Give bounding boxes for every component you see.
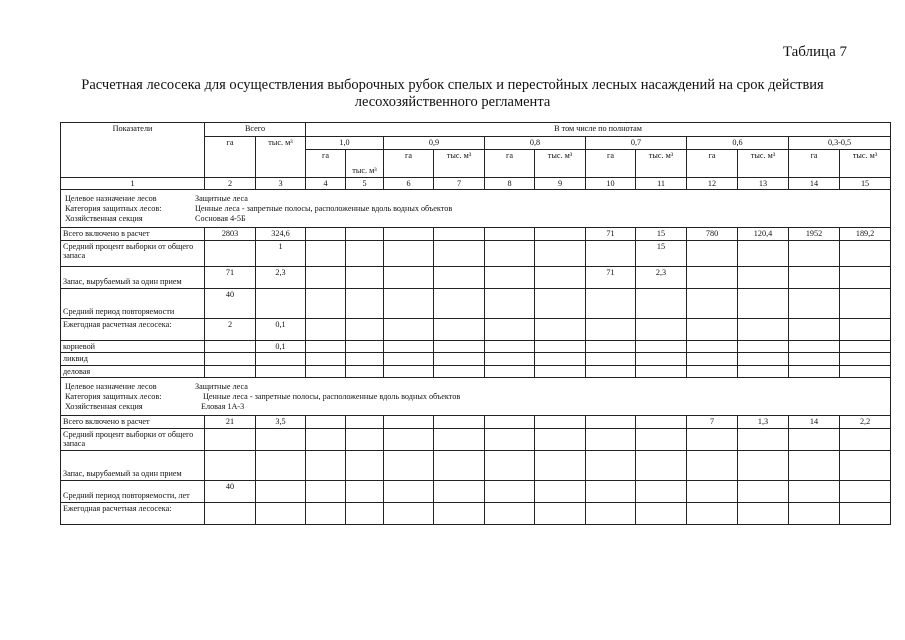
table-cell [738,365,789,378]
table-cell [789,480,840,502]
column-number: 13 [738,177,789,190]
row-label: Средний период повторяемости [61,288,205,318]
table-cell [306,416,346,429]
table-cell [687,480,738,502]
section-economic-value: Сосновая 4-5Б [195,214,246,223]
table-cell [434,228,485,241]
table-cell [636,353,687,366]
table-cell [636,288,687,318]
table-cell [485,502,535,524]
table-cell [306,365,346,378]
row-label: Всего включено в расчет [61,416,205,429]
table-cell [636,480,687,502]
table-row [61,288,891,318]
table-cell: 3,5 [256,416,306,429]
row-label: Средний процент выборки от общего запаса [61,240,205,266]
table-cell: 2,3 [256,266,306,288]
table-cell [434,428,485,450]
header-total: Всего [205,123,306,137]
table-cell [738,288,789,318]
table-cell [636,365,687,378]
table-cell [840,450,891,480]
table-cell [840,288,891,318]
table-cell: 2,2 [840,416,891,429]
column-number: 7 [434,177,485,190]
table-cell: 71 [205,266,256,288]
row-label: Всего включено в расчет [61,228,205,241]
table-cell [738,502,789,524]
table-row [61,240,891,266]
row-label: Запас, вырубаемый за один прием [61,266,205,288]
header-density: 0,8 [485,137,586,150]
table-cell [586,428,636,450]
table-row [61,266,891,288]
table-cell [738,428,789,450]
table-cell [434,450,485,480]
table-cell [384,353,434,366]
table-cell [586,416,636,429]
row-label: Ежегодная расчетная лесосека: [61,318,205,340]
table-cell [384,340,434,353]
column-number: 2 [205,177,256,190]
table-cell [346,428,384,450]
table-cell: 120,4 [738,228,789,241]
header-unit-thm3: тыс. м³ [346,149,384,177]
section-purpose-value: Защитные леса [195,194,248,203]
table-cell [306,502,346,524]
header-unit-thm3: тыс. м³ [636,149,687,177]
table-cell: 15 [636,240,687,266]
row-label: корневой [61,340,205,353]
table-cell [205,240,256,266]
table-cell [738,266,789,288]
table-cell [346,288,384,318]
table-row [61,365,891,378]
table-cell [636,318,687,340]
table-cell: 780 [687,228,738,241]
section-purpose-label: Целевое назначение лесов [65,194,157,203]
table-cell: 324,6 [256,228,306,241]
row-label: ликвид [61,353,205,366]
column-number: 14 [789,177,840,190]
table-cell [586,480,636,502]
table-cell [738,450,789,480]
section-purpose-label: Целевое назначение лесов [65,382,157,391]
table-cell [687,288,738,318]
table-cell [485,428,535,450]
table-cell [384,416,434,429]
table-cell [346,365,384,378]
header-density: 0,6 [687,137,789,150]
document-title [40,77,865,111]
table-cell [636,428,687,450]
table-cell: 1952 [789,228,840,241]
column-number: 15 [840,177,891,190]
table-cell [205,428,256,450]
table-cell: 71 [586,228,636,241]
table-cell [205,340,256,353]
table-cell [306,353,346,366]
header-density: 0,9 [384,137,485,150]
table-cell: 71 [586,266,636,288]
table-cell [840,428,891,450]
table-cell [485,353,535,366]
table-cell [485,340,535,353]
header-unit-thm3: тыс. м³ [738,149,789,177]
table-cell: 21 [205,416,256,429]
table-cell: 0,1 [256,340,306,353]
table-cell: 189,2 [840,228,891,241]
table-cell [384,365,434,378]
table-cell [205,450,256,480]
header-indicators: Показатели [61,123,205,178]
table-cell [485,318,535,340]
table-cell [306,266,346,288]
table-cell [535,288,586,318]
column-number: 12 [687,177,738,190]
table-cell: 40 [205,288,256,318]
allowable-cut-table [60,122,891,525]
table-cell: 40 [205,480,256,502]
table-cell: 2 [205,318,256,340]
table-cell [789,502,840,524]
table-cell [434,416,485,429]
table-cell [306,318,346,340]
table-cell [789,450,840,480]
table-cell [535,502,586,524]
header-incl-density: В том числе по полнотам [306,123,891,137]
table-cell [306,428,346,450]
table-cell [346,266,384,288]
table-cell [434,266,485,288]
table-cell [306,240,346,266]
header-density: 0,7 [586,137,687,150]
table-cell [535,353,586,366]
table-cell [840,502,891,524]
section-purpose-value: Защитные леса [195,382,248,391]
table-cell: 0,1 [256,318,306,340]
table-cell [636,502,687,524]
table-cell [434,480,485,502]
table-cell [205,365,256,378]
table-cell [789,266,840,288]
table-cell [346,450,384,480]
table-cell: 14 [789,416,840,429]
column-number: 4 [306,177,346,190]
table-cell [384,480,434,502]
table-cell [256,480,306,502]
table-cell [586,318,636,340]
section-economic-value: Еловая 1А-3 [201,402,245,411]
table-cell [535,416,586,429]
header-total-thm3: тыс. м³ [256,137,306,178]
table-cell [434,288,485,318]
row-label: деловая [61,365,205,378]
table-cell: 7 [687,416,738,429]
table-cell [687,240,738,266]
column-number: 11 [636,177,687,190]
column-number: 9 [535,177,586,190]
table-cell [840,480,891,502]
table-cell [840,266,891,288]
table-cell [687,450,738,480]
table-cell: 1,3 [738,416,789,429]
table-row [61,353,891,366]
table-cell [687,365,738,378]
table-cell [586,288,636,318]
table-cell [586,340,636,353]
table-cell [346,480,384,502]
title-line-1: Расчетная лесосека для осуществления выборочных рубок спелых и перестойных лесных насаждений на срок действия [81,77,824,93]
table-cell [306,340,346,353]
table-cell [485,240,535,266]
column-number: 8 [485,177,535,190]
table-cell [586,353,636,366]
table-cell [535,240,586,266]
header-unit-thm3: тыс. м³ [434,149,485,177]
table-row [61,340,891,353]
table-cell: 15 [636,228,687,241]
table-cell [687,266,738,288]
table-cell [346,240,384,266]
header-unit-thm3: тыс. м³ [840,149,891,177]
table-cell [384,318,434,340]
table-cell [485,365,535,378]
table-cell [535,365,586,378]
table-cell [384,450,434,480]
table-cell [384,502,434,524]
table-cell [738,353,789,366]
header-unit-ha: га [687,149,738,177]
section-category-value: Ценные леса - запретные полосы, расположенные вдоль водных объектов [195,204,453,213]
table-cell [256,450,306,480]
table-cell [306,450,346,480]
table-cell [384,288,434,318]
table-cell [434,502,485,524]
table-cell [256,365,306,378]
table-cell [306,480,346,502]
table-cell [485,450,535,480]
header-unit-ha: га [485,149,535,177]
table-row [61,480,891,502]
section-category-value: Ценные леса - запретные полосы, расположенные вдоль водных объектов [203,392,461,401]
table-cell [384,428,434,450]
header-unit-ha: га [789,149,840,177]
table-cell [840,240,891,266]
table-cell: 2803 [205,228,256,241]
table-cell [687,428,738,450]
column-number: 3 [256,177,306,190]
column-number: 1 [61,177,205,190]
table-cell [840,340,891,353]
row-label: Средний период повторяемости, лет [61,480,205,502]
table-cell [789,288,840,318]
title-line-2: лесохозяйственного регламента [354,94,551,110]
header-total-ha: га [205,137,256,178]
table-cell [535,450,586,480]
table-cell [434,365,485,378]
section-economic-label: Хозяйственная секция [65,214,143,223]
header-unit-thm3: тыс. м³ [535,149,586,177]
table-cell [687,353,738,366]
table-cell [687,318,738,340]
table-cell [346,502,384,524]
table-cell [205,353,256,366]
table-cell [485,416,535,429]
header-density: 0,3-0,5 [789,137,891,150]
row-label: Ежегодная расчетная лесосека: [61,502,205,524]
section-category-label: Категория защитных лесов: [65,392,162,401]
column-number: 5 [346,177,384,190]
header-unit-ha: га [384,149,434,177]
table-cell [789,318,840,340]
table-cell [346,353,384,366]
table-cell [535,480,586,502]
table-cell [384,228,434,241]
header-unit-ha: га [306,149,346,177]
row-label: Средний процент выборки от общего запаса [61,428,205,450]
table-cell [256,428,306,450]
table-cell [535,266,586,288]
column-number: 10 [586,177,636,190]
section-economic-label: Хозяйственная секция [65,402,143,411]
table-cell [789,340,840,353]
table-row [61,450,891,480]
table-cell [738,318,789,340]
table-cell [485,266,535,288]
table-cell [535,428,586,450]
table-cell [434,318,485,340]
table-cell [535,340,586,353]
table-cell [636,450,687,480]
section-header [61,378,891,416]
table-cell [586,365,636,378]
header-unit-ha: га [586,149,636,177]
table-cell [256,502,306,524]
table-cell [586,502,636,524]
table-cell [485,480,535,502]
table-cell [789,365,840,378]
table-row [61,416,891,429]
row-label: Запас, вырубаемый за один прием [61,450,205,480]
table-cell [205,502,256,524]
table-cell: 2,3 [636,266,687,288]
table-cell [636,416,687,429]
column-number: 6 [384,177,434,190]
table-row [61,502,891,524]
table-cell [485,288,535,318]
table-cell [535,228,586,241]
table-row [61,428,891,450]
table-cell [586,240,636,266]
table-cell [789,428,840,450]
table-cell [535,318,586,340]
section-header [61,190,891,228]
table-cell [789,353,840,366]
table-cell [434,353,485,366]
table-cell [738,240,789,266]
table-cell [687,340,738,353]
table-cell [346,416,384,429]
table-cell [306,228,346,241]
table-cell [306,288,346,318]
table-cell [256,288,306,318]
table-cell [738,480,789,502]
table-cell [384,240,434,266]
table-cell [384,266,434,288]
table-cell [346,340,384,353]
table-cell [840,365,891,378]
table-cell [840,353,891,366]
table-cell [434,340,485,353]
table-row [61,228,891,241]
table-cell [738,340,789,353]
table-cell [485,228,535,241]
table-number: Таблица 7 [782,44,847,60]
table-cell [789,240,840,266]
table-cell: 1 [256,240,306,266]
section-category-label: Категория защитных лесов: [65,204,162,213]
table-cell [434,240,485,266]
table-cell [256,353,306,366]
table-cell [346,318,384,340]
table-cell [840,318,891,340]
table-cell [687,502,738,524]
table-cell [586,450,636,480]
table-cell [636,340,687,353]
table-row [61,318,891,340]
table-cell [346,228,384,241]
header-density: 1,0 [306,137,384,150]
